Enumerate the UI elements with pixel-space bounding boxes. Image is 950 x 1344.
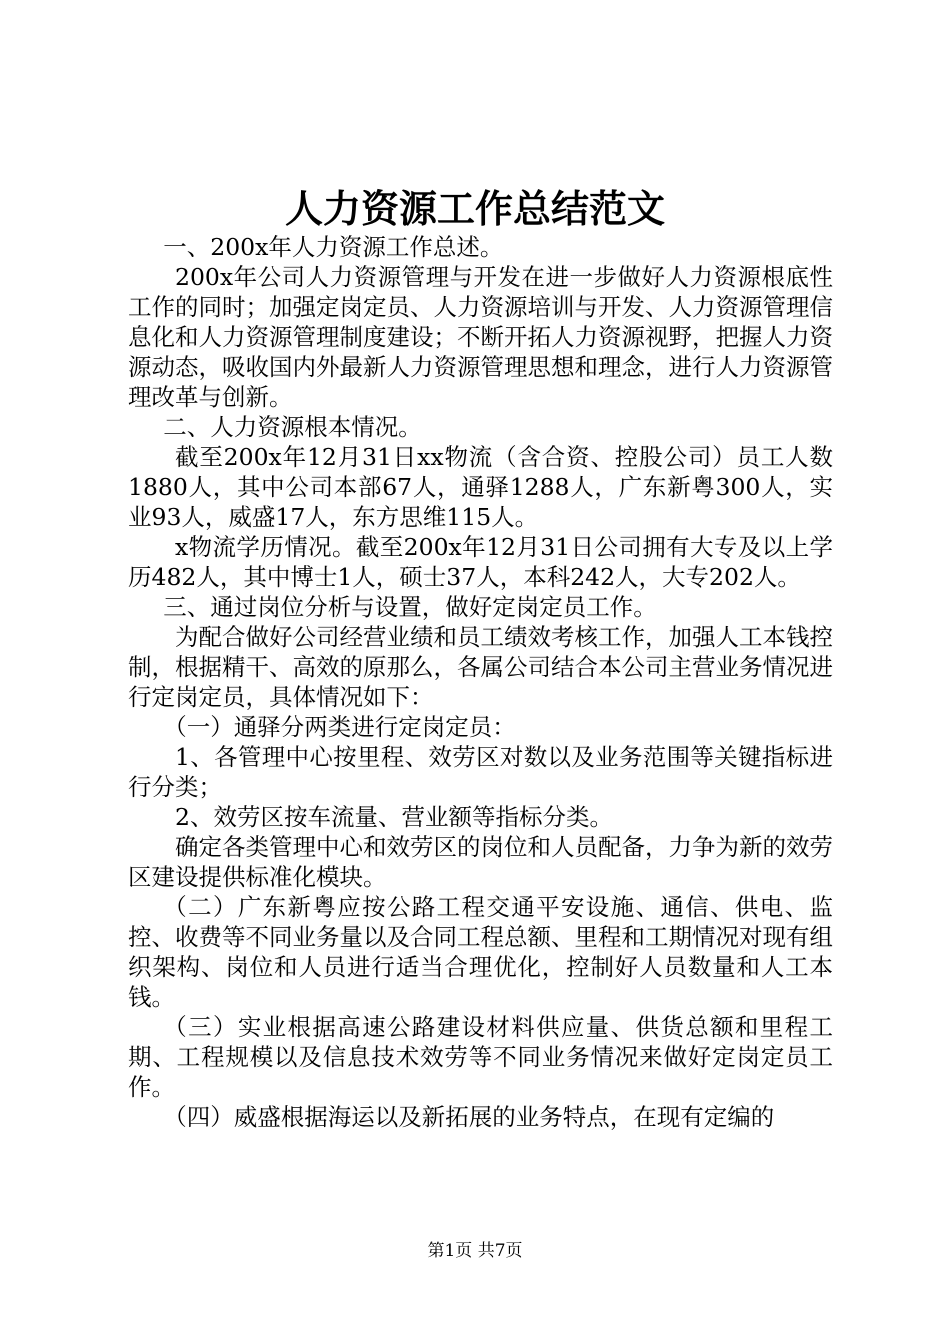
section-heading-2: 二、人力资源根本情况。 [163, 413, 422, 441]
paragraph: 截至200x年12月31日xx物流（含合资、控股公司）员工人数1880人，其中公司本部67人，通驿1288人，广东新粤300人，实业93人，威盛17人，东方思维115人。 [128, 443, 833, 531]
section-heading-1: 一、200x年人力资源工作总述。 [163, 233, 504, 261]
paragraph: （三）实业根据高速公路建设材料供应量、供货总额和里程工期、工程规模以及信息技术效劳等不同业务情况来做好定岗定员工作。 [128, 1013, 833, 1101]
subsection-heading: （一）通驿分两类进行定岗定员： [163, 713, 516, 741]
paragraph: 确定各类管理中心和效劳区的岗位和人员配备，力争为新的效劳区建设提供标准化模块。 [128, 833, 833, 891]
document-title: 人力资源工作总结范文 [284, 186, 665, 231]
list-item: 1、各管理中心按里程、效劳区对数以及业务范围等关键指标进行分类； [128, 743, 833, 801]
paragraph: （四）威盛根据海运以及新拓展的业务特点，在现有定编的 [163, 1103, 775, 1131]
paragraph: 为配合做好公司经营业绩和员工绩效考核工作，加强人工本钱控制，根据精干、高效的原那么，各属公司结合本公司主营业务情况进行定岗定员，具体情况如下： [128, 623, 833, 711]
page-footer: 第1页 共7页 [427, 1241, 523, 1261]
paragraph: 200x年公司人力资源管理与开发在进一步做好人力资源根底性工作的同时；加强定岗定员、人力资源培训与开发、人力资源管理信息化和人力资源管理制度建设；不断开拓人力资源视野，把握人力资源动态，吸收国内外最新人力资源管理思想和理念，进行人力资源管理改革与创新。 [128, 263, 833, 411]
section-heading-3: 三、通过岗位分析与设置，做好定岗定员工作。 [163, 593, 657, 621]
list-item: 2、效劳区按车流量、营业额等指标分类。 [175, 803, 613, 831]
paragraph: x物流学历情况。截至200x年12月31日公司拥有大专及以上学历482人，其中博士1人，硕士37人，本科242人，大专202人。 [128, 533, 833, 591]
document-body [128, 232, 833, 1132]
paragraph: （二）广东新粤应按公路工程交通平安设施、通信、供电、监控、收费等不同业务量以及合同工程总额、里程和工期情况对现有组织架构、岗位和人员进行适当合理优化，控制好人员数量和人工本钱。 [128, 893, 833, 1011]
